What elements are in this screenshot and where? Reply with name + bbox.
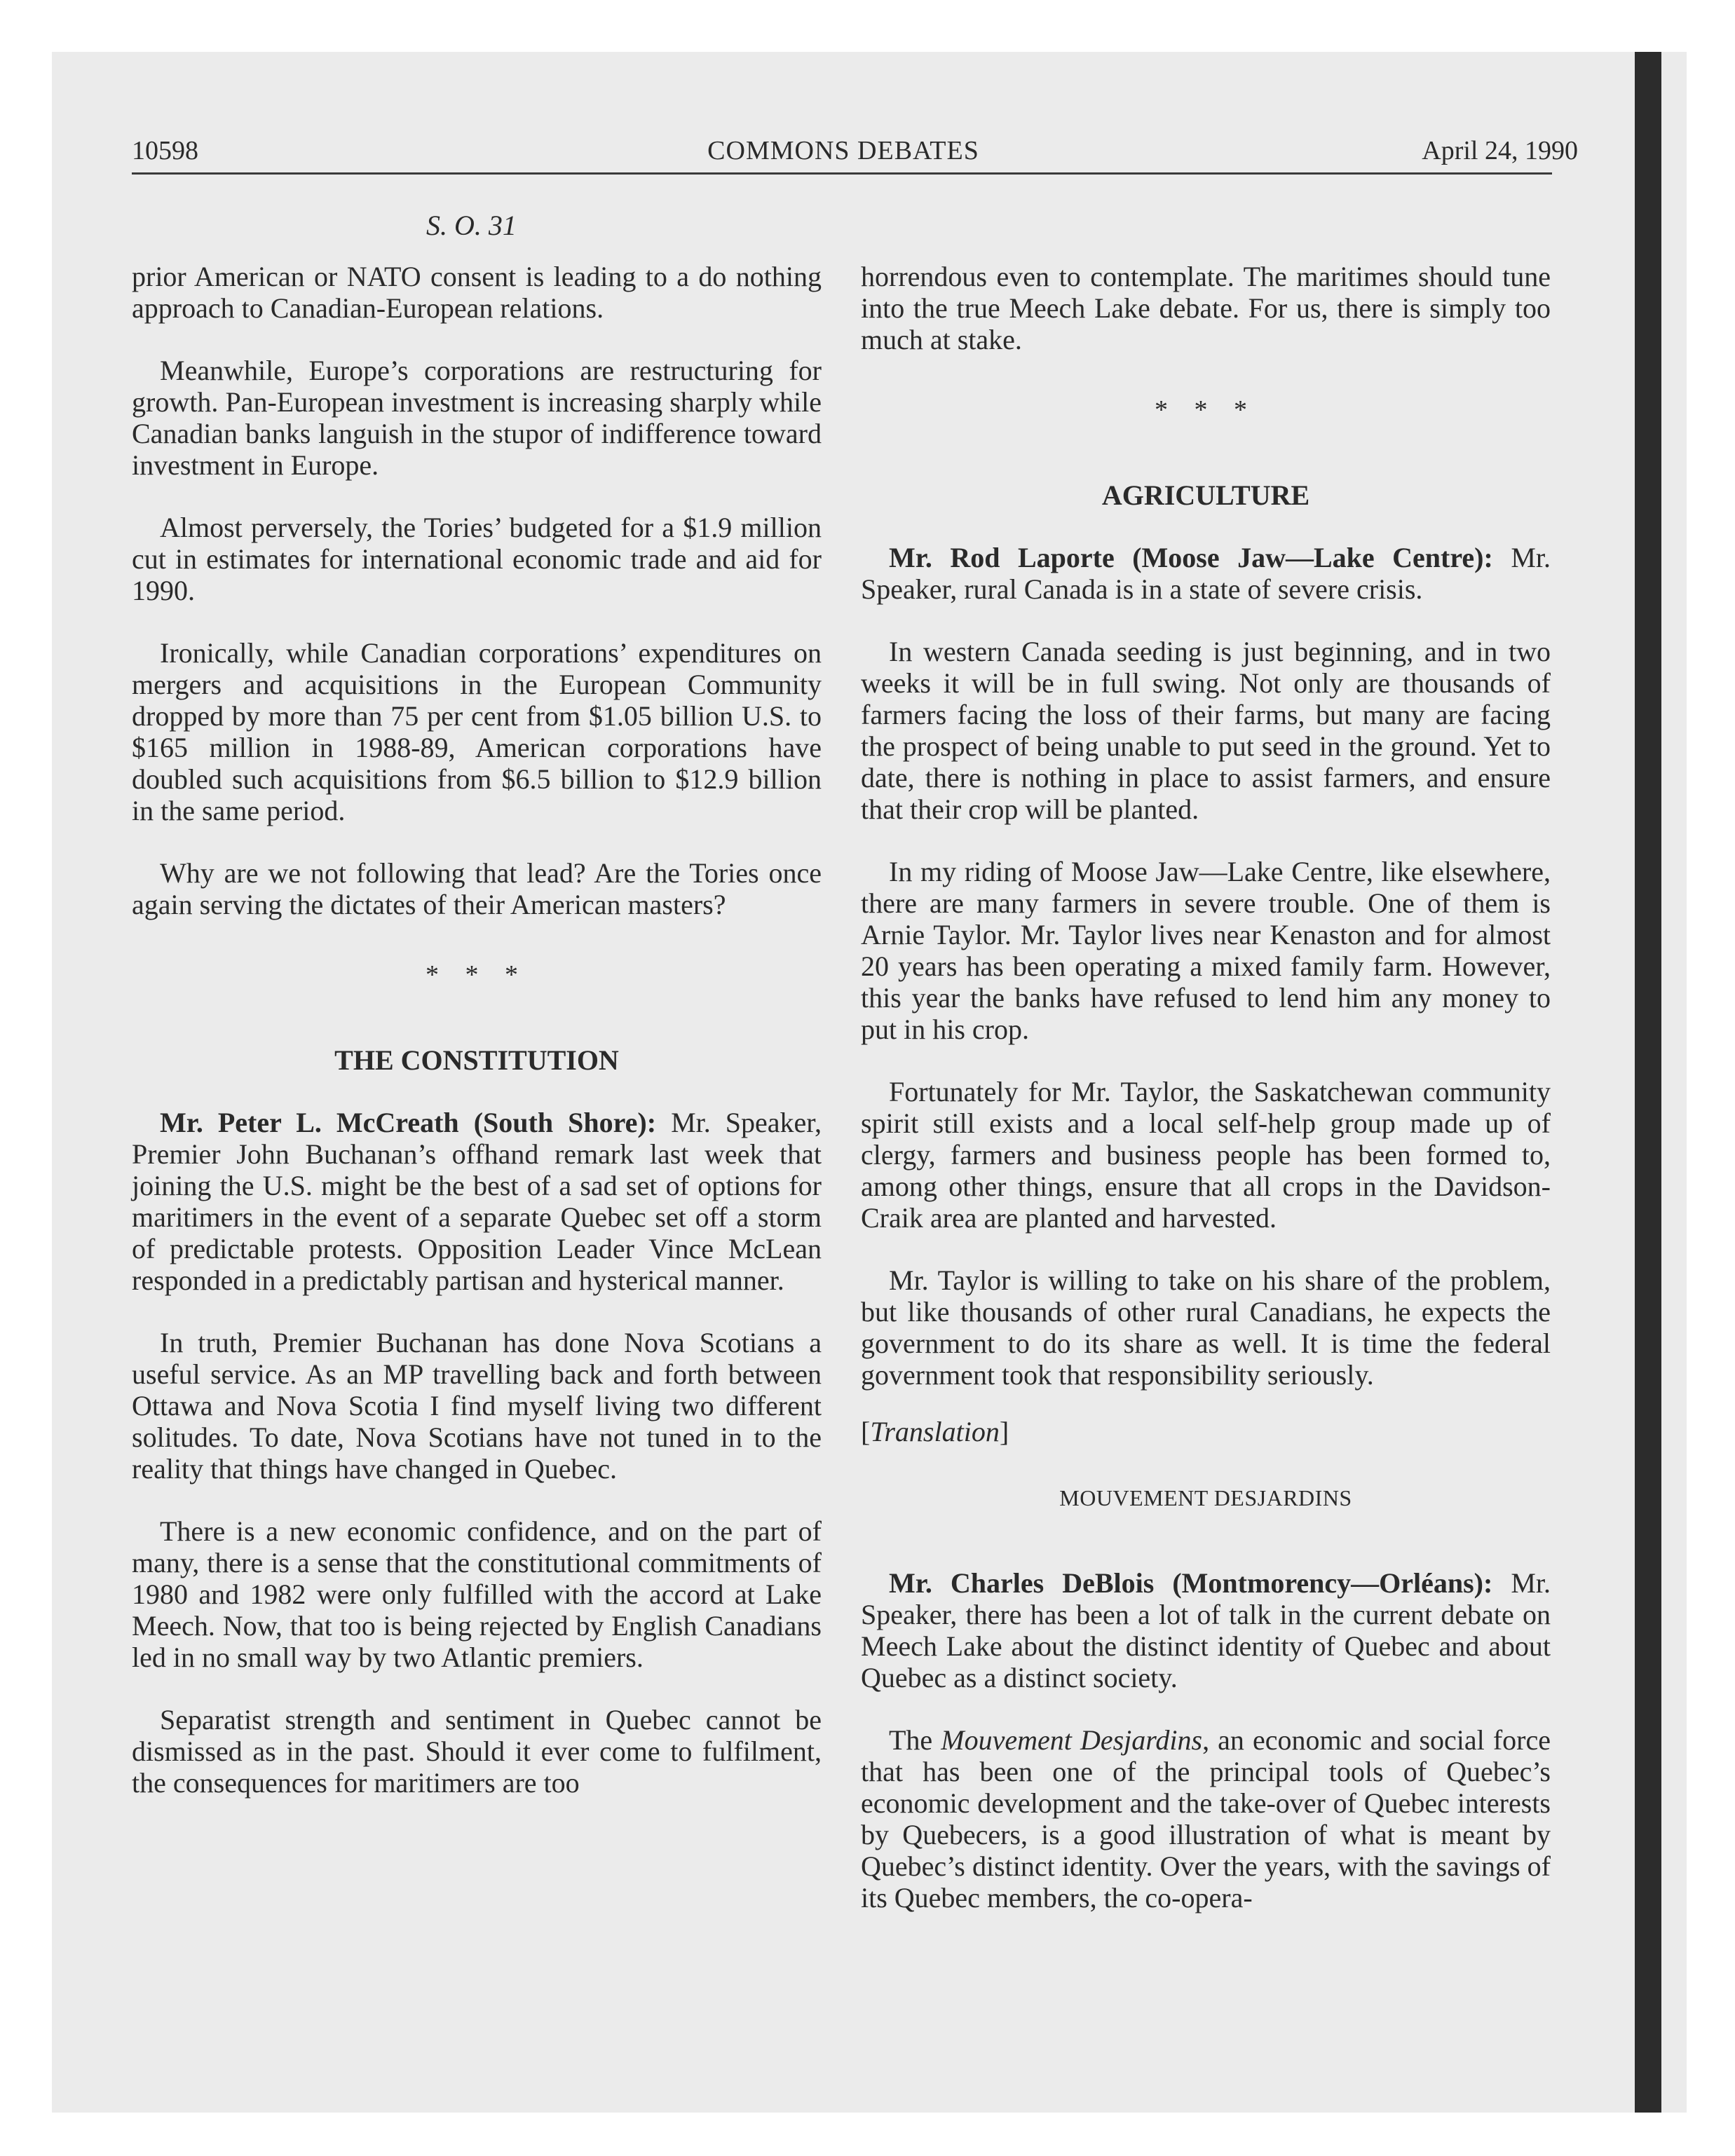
subsection-heading: MOUVEMENT DESJARDINS <box>1059 1485 1352 1510</box>
speech-paragraph <box>861 542 1551 605</box>
page-number: 10598 <box>132 136 198 165</box>
header-rule <box>132 172 1552 175</box>
paragraph: Why are we not following that lead? Are the Tories once again serving the dictates of their American masters? <box>132 857 822 920</box>
paragraph: In my riding of Moose Jaw—Lake Centre, like elsewhere, there are many farmers in severe trouble. One of them is Arnie Taylor. Mr. Taylor lives near Kenaston and for almost 20 years has been operating a mixed family farm. However, this year the banks have refused to lend him any money to put in his crop. <box>861 856 1551 1045</box>
paragraph: Almost perversely, the Tories’ budgeted for a $1.9 million cut in estimates for international economic trade and aid for 1990. <box>132 512 822 606</box>
paragraph: Meanwhile, Europe’s corporations are restructuring for growth. Pan-European investment is increasing sharply while Canadian banks languish in the stupor of indifference toward investment in Europe. <box>132 355 822 481</box>
speech-paragraph <box>132 1107 822 1296</box>
speech-text: Mr. Speaker, rural Canada is in a state of severe crisis. <box>861 542 1551 605</box>
speech-text: Mr. Speaker, Premier John Buchanan’s offhand remark last week that joining the U.S. might be the best of a sad set of options for maritimers in the event of a separate Quebec set off a storm of predictable protests. Opposition Leader Vince McLean responded in a predictably partisan and hysterical manner. <box>132 1107 822 1296</box>
paragraph: horrendous even to contemplate. The maritimes should tune into the true Meech Lake debate. For us, there is simply too much at stake. <box>861 261 1551 355</box>
text-run: , an economic and social force that has been one of the principal tools of Quebec’s economic development and the take-over of Quebec interests by Quebecers, is a good illustration of what is meant by Quebec’s distinct identity. Over the years, with the savings of its Quebec members, the co-opera- <box>861 1724 1551 1913</box>
publication-title: COMMONS DEBATES <box>707 136 979 165</box>
section-separator: * * * <box>1155 395 1257 425</box>
speech-text: Mr. Speaker, there has been a lot of talk in the current debate on Meech Lake about the distinct identity of Quebec and about Quebec as a distinct society. <box>861 1567 1551 1693</box>
text-run: The <box>889 1724 933 1756</box>
section-marker: S. O. 31 <box>426 210 517 241</box>
section-heading: AGRICULTURE <box>1101 479 1310 511</box>
paragraph: Fortunately for Mr. Taylor, the Saskatchewan community spirit still exists and a local self-help group made up of clergy, farmers and business people has been formed to, among other things, ensure that all crops in the Davidson-Craik area are planted and harvested. <box>861 1076 1551 1234</box>
translation-note: [Translation] <box>861 1416 1009 1447</box>
paragraph: There is a new economic confidence, and on the part of many, there is a sense that the constitutional commitments of 1980 and 1982 were only fulfilled with the accord at Lake Meech. Now, that too is being rejected by English Canadians led in no small way by two Atlantic premiers. <box>132 1515 822 1673</box>
right-column <box>861 261 1551 1944</box>
paragraph <box>861 1724 1551 1913</box>
speaker-name: Mr. Charles DeBlois (Montmorency—Orléans): <box>889 1567 1493 1599</box>
paragraph: In truth, Premier Buchanan has done Nova Scotians a useful service. As an MP travelling back and forth between Ottawa and Nova Scotia I find myself living two different solitudes. To date, Nova Scotians have not tuned in to the reality that things have changed in Quebec. <box>132 1327 822 1485</box>
speech-paragraph <box>861 1567 1551 1693</box>
paragraph: Separatist strength and sentiment in Quebec cannot be dismissed as in the past. Should it ever come to fulfilment, the consequences for maritimers are too <box>132 1704 822 1799</box>
paragraph: In western Canada seeding is just beginning, and in two weeks it will be in full swing. Not only are thousands of farmers facing the loss of their farms, but many are facing the prospect of being unable to put seed in the ground. Yet to date, there is nothing in place to assist farmers, and ensure that their crop will be planted. <box>861 636 1551 825</box>
speaker-name: Mr. Rod Laporte (Moose Jaw—Lake Centre): <box>889 542 1493 573</box>
left-column <box>132 261 822 1829</box>
translation-label: Translation <box>870 1416 1000 1447</box>
scan-edge-bar <box>1635 52 1661 2113</box>
paragraph: Mr. Taylor is willing to take on his share of the problem, but like thousands of other rural Canadians, he expects the government to do its share as well. It is time the federal government took that responsibility seriously. <box>861 1264 1551 1391</box>
paragraph: Ironically, while Canadian corporations’ expenditures on mergers and acquisitions in the European Community dropped by more than 75 per cent from $1.05 billion U.S. to $165 million in 1988-89, American corporations have doubled such acquisitions from $6.5 billion to $12.9 billion in the same period. <box>132 637 822 826</box>
publication-date: April 24, 1990 <box>1422 136 1578 165</box>
section-heading: THE CONSTITUTION <box>334 1044 619 1076</box>
section-separator: * * * <box>426 960 528 990</box>
speaker-name: Mr. Peter L. McCreath (South Shore): <box>160 1107 657 1138</box>
emphasis-text: Mouvement Desjardins <box>941 1724 1203 1756</box>
paragraph: prior American or NATO consent is leading to a do nothing approach to Canadian-European relations. <box>132 261 822 324</box>
